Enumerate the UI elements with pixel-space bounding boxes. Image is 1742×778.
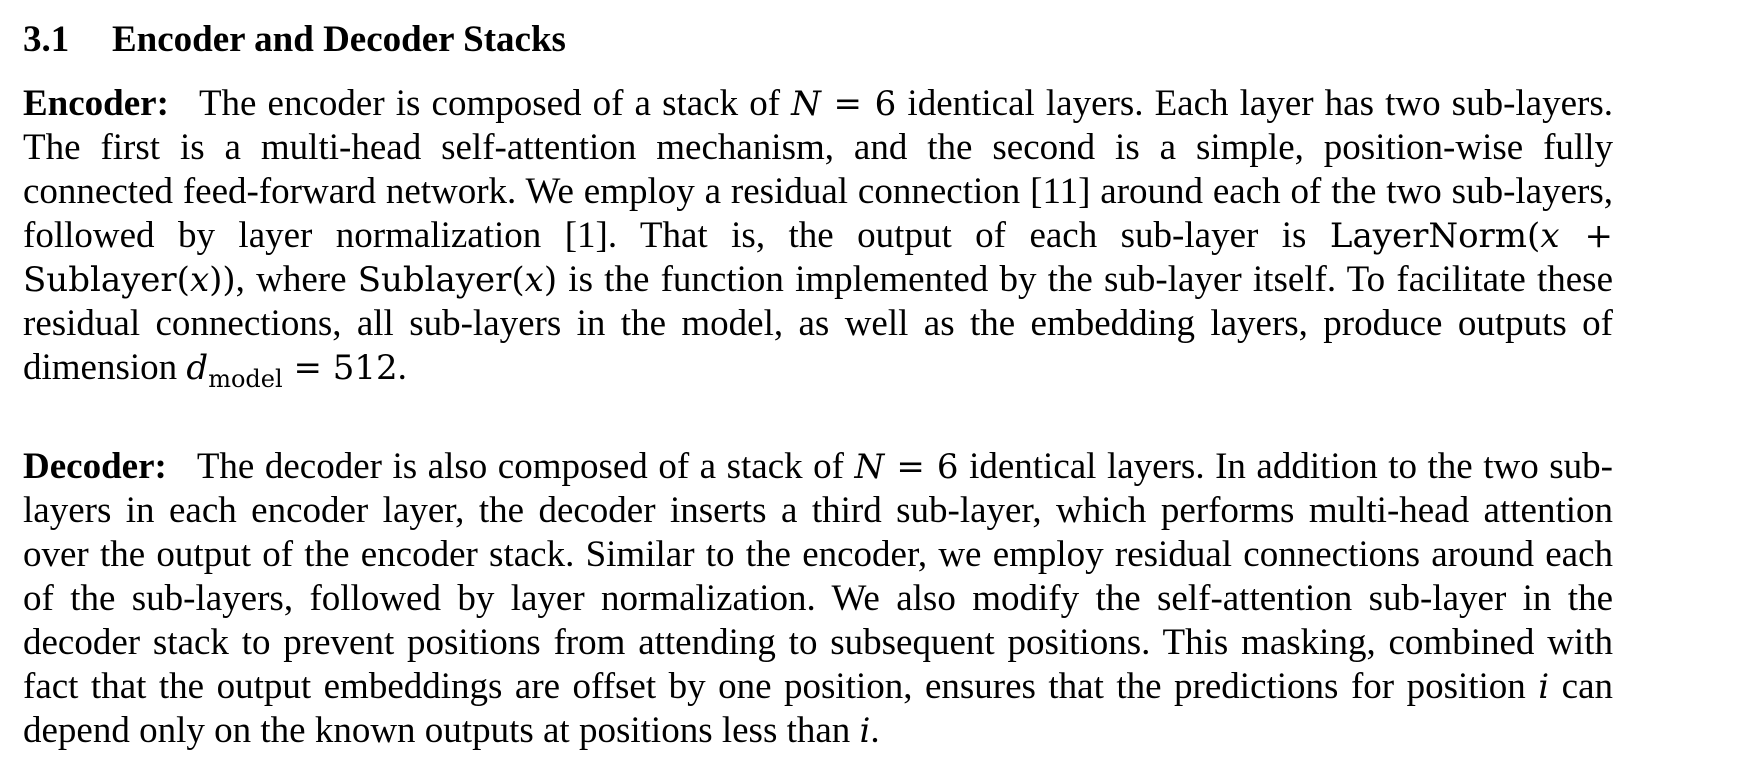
encoder-lead: Encoder: [23,83,169,124]
encoder-text-1: The encoder is composed of a stack of [198,83,792,124]
decoder-math-i-1-var: i [1538,667,1550,707]
encoder-text-4: is the function implemented by the sub-layer itself. To facilitate these residual connections, all sub-layers in the model, as well as the embedding layers, produce outputs of dimension [23,259,1613,388]
encoder-text-3: , where [235,259,358,300]
encoder-text-5: . [397,347,407,388]
decoder-text-1: The decoder is also composed of a stack of [196,446,855,487]
encoder-math-dmodel-sub: model [208,365,283,393]
encoder-math-n [791,84,896,124]
encoder-math-n-var: N [791,84,821,124]
encoder-math-sublayer-a: Sublayer( [357,260,525,300]
encoder-math-dmodel [186,348,398,393]
decoder-math-i-1 [1538,667,1549,707]
decoder-math-n-rest: = 6 [884,447,959,487]
paper-page [23,18,1613,753]
encoder-math-n-rest: = 6 [820,84,897,124]
decoder-lead: Decoder: [23,446,167,487]
encoder-paragraph [23,82,1613,401]
encoder-math-sublayer [358,260,557,300]
encoder-math-layernorm-b: + Sublayer( [23,216,1614,300]
decoder-math-i-2-var: i [859,711,871,751]
encoder-math-sublayer-x: x [524,260,544,300]
section-heading [23,18,1613,62]
encoder-math-layernorm-x1: x [1540,216,1560,256]
encoder-text-2: identical layers. Each layer has two sub-layers. The first is a multi-head self-attention mechanism, and the second is a simple, position-wise fully connected feed-forward network. We employ a residual connection [11] around each of the two sub-layers, followed by layer normalization [1]. That is, the output of each sub-layer is [23,83,1613,256]
decoder-math-n [855,447,959,487]
encoder-math-layernorm-a: LayerNorm( [1329,216,1541,256]
decoder-math-n-var: N [854,447,885,487]
decoder-math-i-2 [860,711,871,751]
section-title: Encoder and Decoder Stacks [112,19,566,60]
encoder-math-layernorm-c: )) [209,260,236,300]
encoder-math-dmodel-rest: = 512 [282,348,398,388]
encoder-math-layernorm-x2: x [189,260,210,300]
decoder-text-3: can depend only on the known outputs at positions less than [23,666,1613,751]
decoder-text-2: identical layers. In addition to the two sub-layers in each encoder layer, the decoder inserts a third sub-layer, which performs multi-head attention over the output of the encoder stack. Similar to the encoder, we employ residual connections around each of the sub-layers, followed by layer normalization. We also modify the self-attention sub-layer in the decoder stack to prevent positions from attending to subsequent positions. This masking, combined with fact that the output embeddings are offset by one position, ensures that the predictions for position [23,446,1613,707]
section-number: 3.1 [23,19,70,60]
encoder-math-sublayer-b: ) [543,260,558,300]
decoder-text-4: . [870,710,880,751]
encoder-math-dmodel-var: d [186,348,209,388]
decoder-paragraph [23,445,1613,753]
